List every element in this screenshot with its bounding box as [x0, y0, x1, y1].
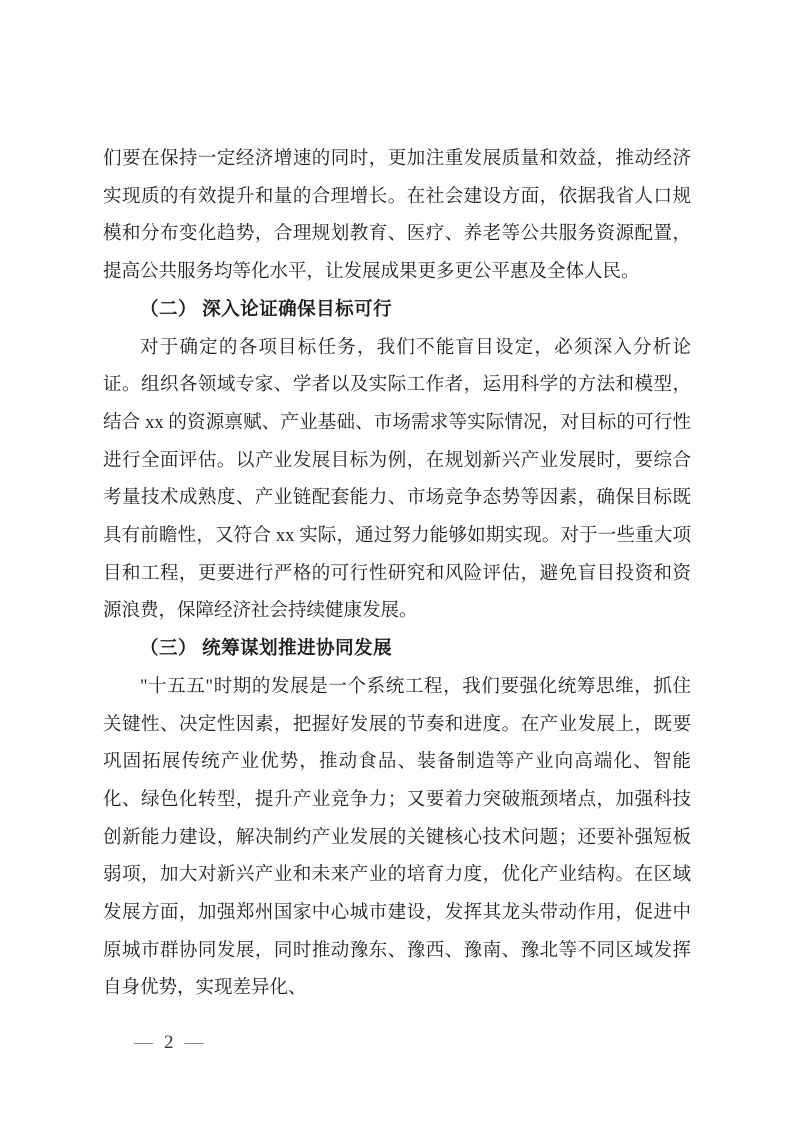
page-number: 2 [164, 1032, 174, 1053]
section-heading-3: （三） 统筹谋划推进协同发展 [140, 639, 393, 660]
paragraph-body-goal-feasibility: 对于确定的各项目标任务，我们不能盲目设定，必须深入分析论证。组织各领域专家、学者以及实际工作者，运用科学的方法和模型，结合 xx 的资源禀赋、产业基础、市场需求等实际情况，对目标的可行性进行全面评估。以产业发展目标为例，在规划新兴产业发展时，要综合考量技术成熟度、产业链配套能力、市场竞争态势等因素，确保目标既具有前瞻性，又符合 xx 实际，通过努力能够如期实现。对于一些重大项目和工程，更要进行严格的可行性研究和风险评估，避免盲目投资和资源浪费，保障经济社会持续健康发展。 [103, 337, 691, 622]
page-number-dash-right: — [184, 1032, 204, 1053]
section-heading-2: （二） 深入论证确保目标可行 [140, 299, 393, 320]
document-content [103, 141, 691, 1008]
paragraph-body-coordinated-development: "十五五"时期的发展是一个系统工程，我们要强化统筹思维，抓住关键性、决定性因素，把握好发展的节奏和进度。在产业发展上，既要巩固拓展传统产业优势，推动食品、装备制造等产业向高端化、智能化、绿色化转型，提升产业竞争力；又要着力突破瓶颈堵点，加强科技创新能力建设，解决制约产业发展的关键核心技术问题；还要补强短板弱项，加大对新兴产业和未来产业的培育力度，优化产业结构。在区域发展方面，加强郑州国家中心城市建设，发挥其龙头带动作用，促进中原城市群协同发展，同时推动豫东、豫西、豫南、豫北等不同区域发挥自身优势，实现差异化、 [103, 676, 691, 999]
paragraph-continuation: 们要在保持一定经济增速的同时，更加注重发展质量和效益，推动经济实现质的有效提升和量的合理增长。在社会建设方面，依据我省人口规模和分布变化趋势，合理规划教育、医疗、养老等公共服务资源配置，提高公共服务均等化水平，让发展成果更多更公平惠及全体人民。 [103, 149, 691, 283]
page-number-dash-left: — [134, 1032, 153, 1053]
page-footer [134, 1029, 204, 1057]
